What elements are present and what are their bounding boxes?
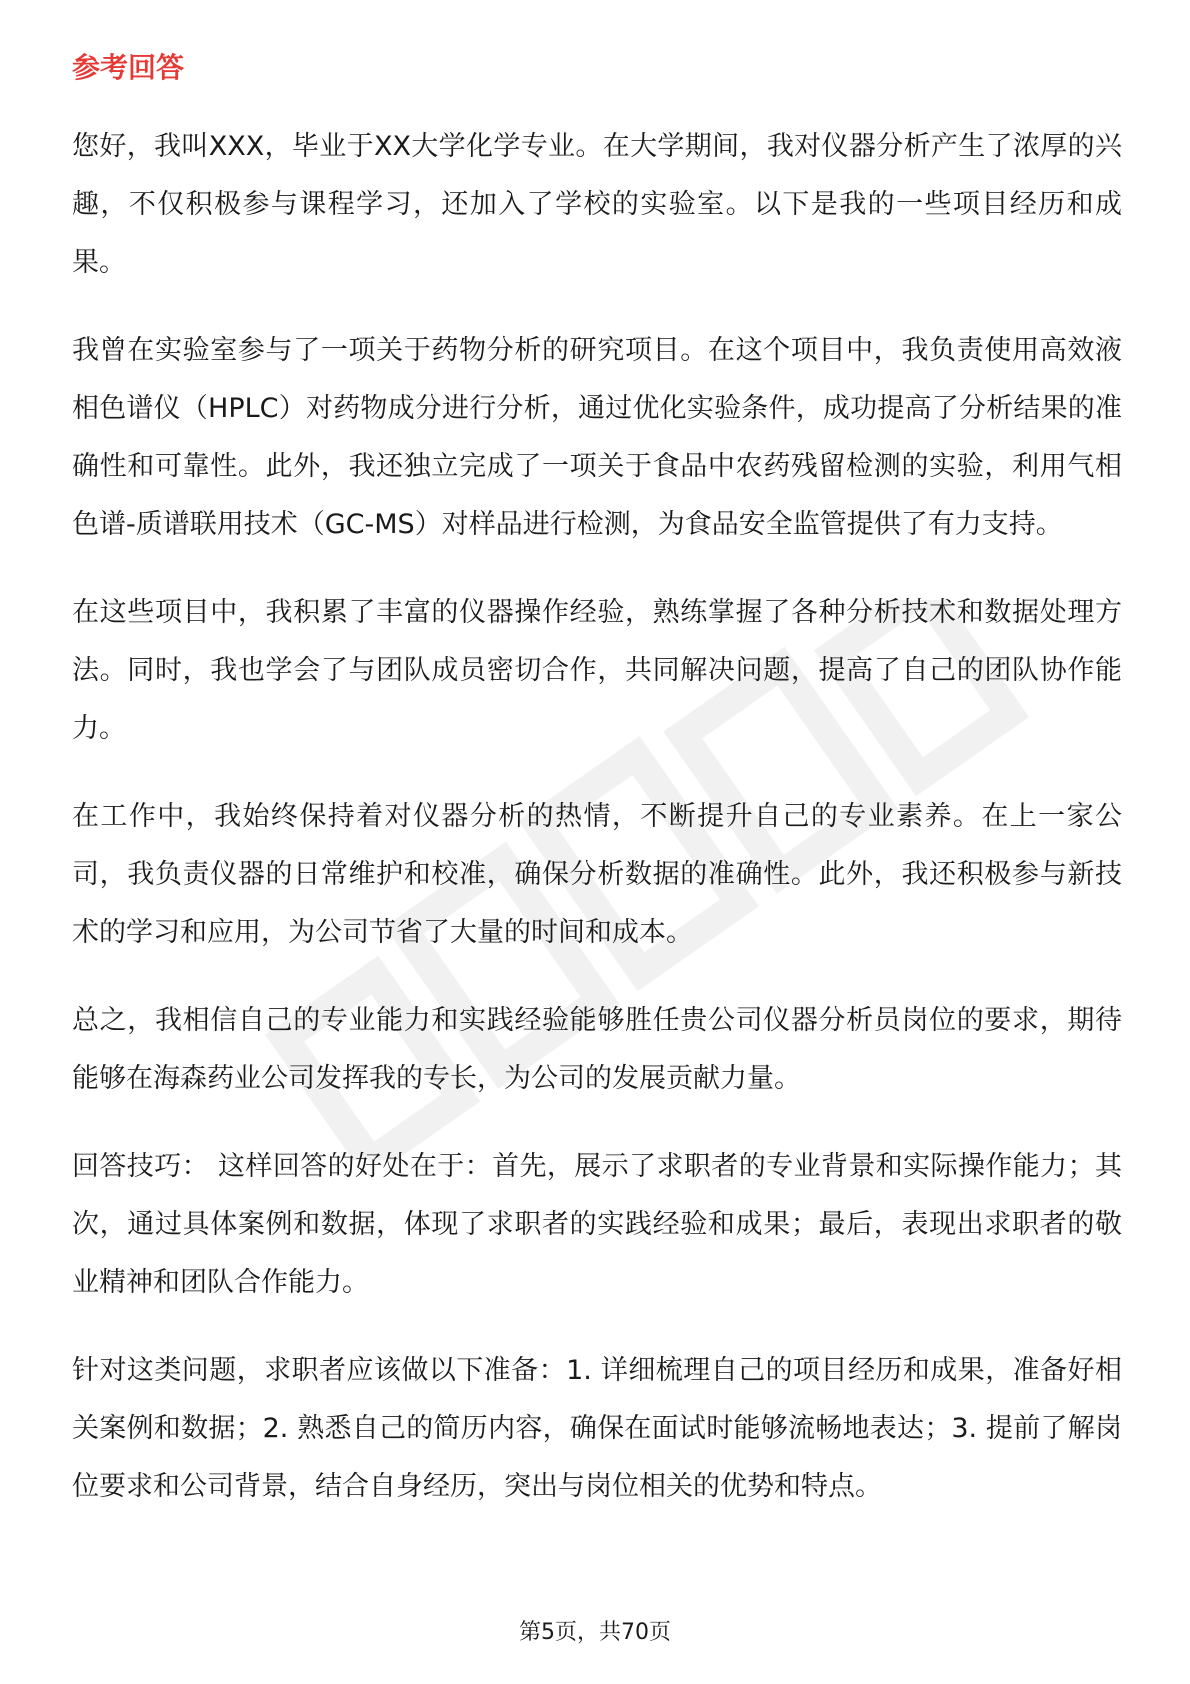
paragraph-summary: 总之，我相信自己的专业能力和实践经验能够胜任贵公司仪器分析员岗位的要求，期待能够在海森药业公司发挥我的专长，为公司的发展贡献力量。 (72, 1005, 1122, 1094)
paragraph-tips: 回答技巧： 这样回答的好处在于：首先，展示了求职者的专业背景和实际操作能力；其次，通过具体案例和数据，体现了求职者的实践经验和成果；最后，表现出求职者的敬业精神和团队合作能力。 (72, 1151, 1122, 1298)
paragraph-preparation: 针对这类问题，求职者应该做以下准备：1. 详细梳理自己的项目经历和成果，准备好相关案例和数据；2. 熟悉自己的简历内容，确保在面试时能够流畅地表达；3. 提前了解岗位要求和公司背景，结合自身经历，突出与岗位相关的优势和特点。 (72, 1355, 1122, 1502)
page-number: 第5页，共70页 (519, 1620, 671, 1645)
answer-body (72, 118, 1122, 1546)
paragraph-skills: 在这些项目中，我积累了丰富的仪器操作经验，熟练掌握了各种分析技术和数据处理方法。同时，我也学会了与团队成员密切合作，共同解决问题，提高了自己的团队协作能力。 (72, 597, 1122, 744)
paragraph-projects: 我曾在实验室参与了一项关于药物分析的研究项目。在这个项目中，我负责使用高效液相色谱仪（HPLC）对药物成分进行分析，通过优化实验条件，成功提高了分析结果的准确性和可靠性。此外，我还独立完成了一项关于食品中农药残留检测的实验，利用气相色谱-质谱联用技术（GC-MS）对样品进行检测，为食品安全监管提供了有力支持。 (72, 335, 1122, 540)
section-title: 参考回答 (72, 51, 185, 84)
paragraph-intro: 您好，我叫XXX，毕业于XX大学化学专业。在大学期间，我对仪器分析产生了浓厚的兴趣，不仅积极参与课程学习，还加入了学校的实验室。以下是我的一些项目经历和成果。 (72, 131, 1122, 278)
paragraph-work: 在工作中，我始终保持着对仪器分析的热情，不断提升自己的专业素养。在上一家公司，我负责仪器的日常维护和校准，确保分析数据的准确性。此外，我还积极参与新技术的学习和应用，为公司节省了大量的时间和成本。 (72, 801, 1122, 948)
